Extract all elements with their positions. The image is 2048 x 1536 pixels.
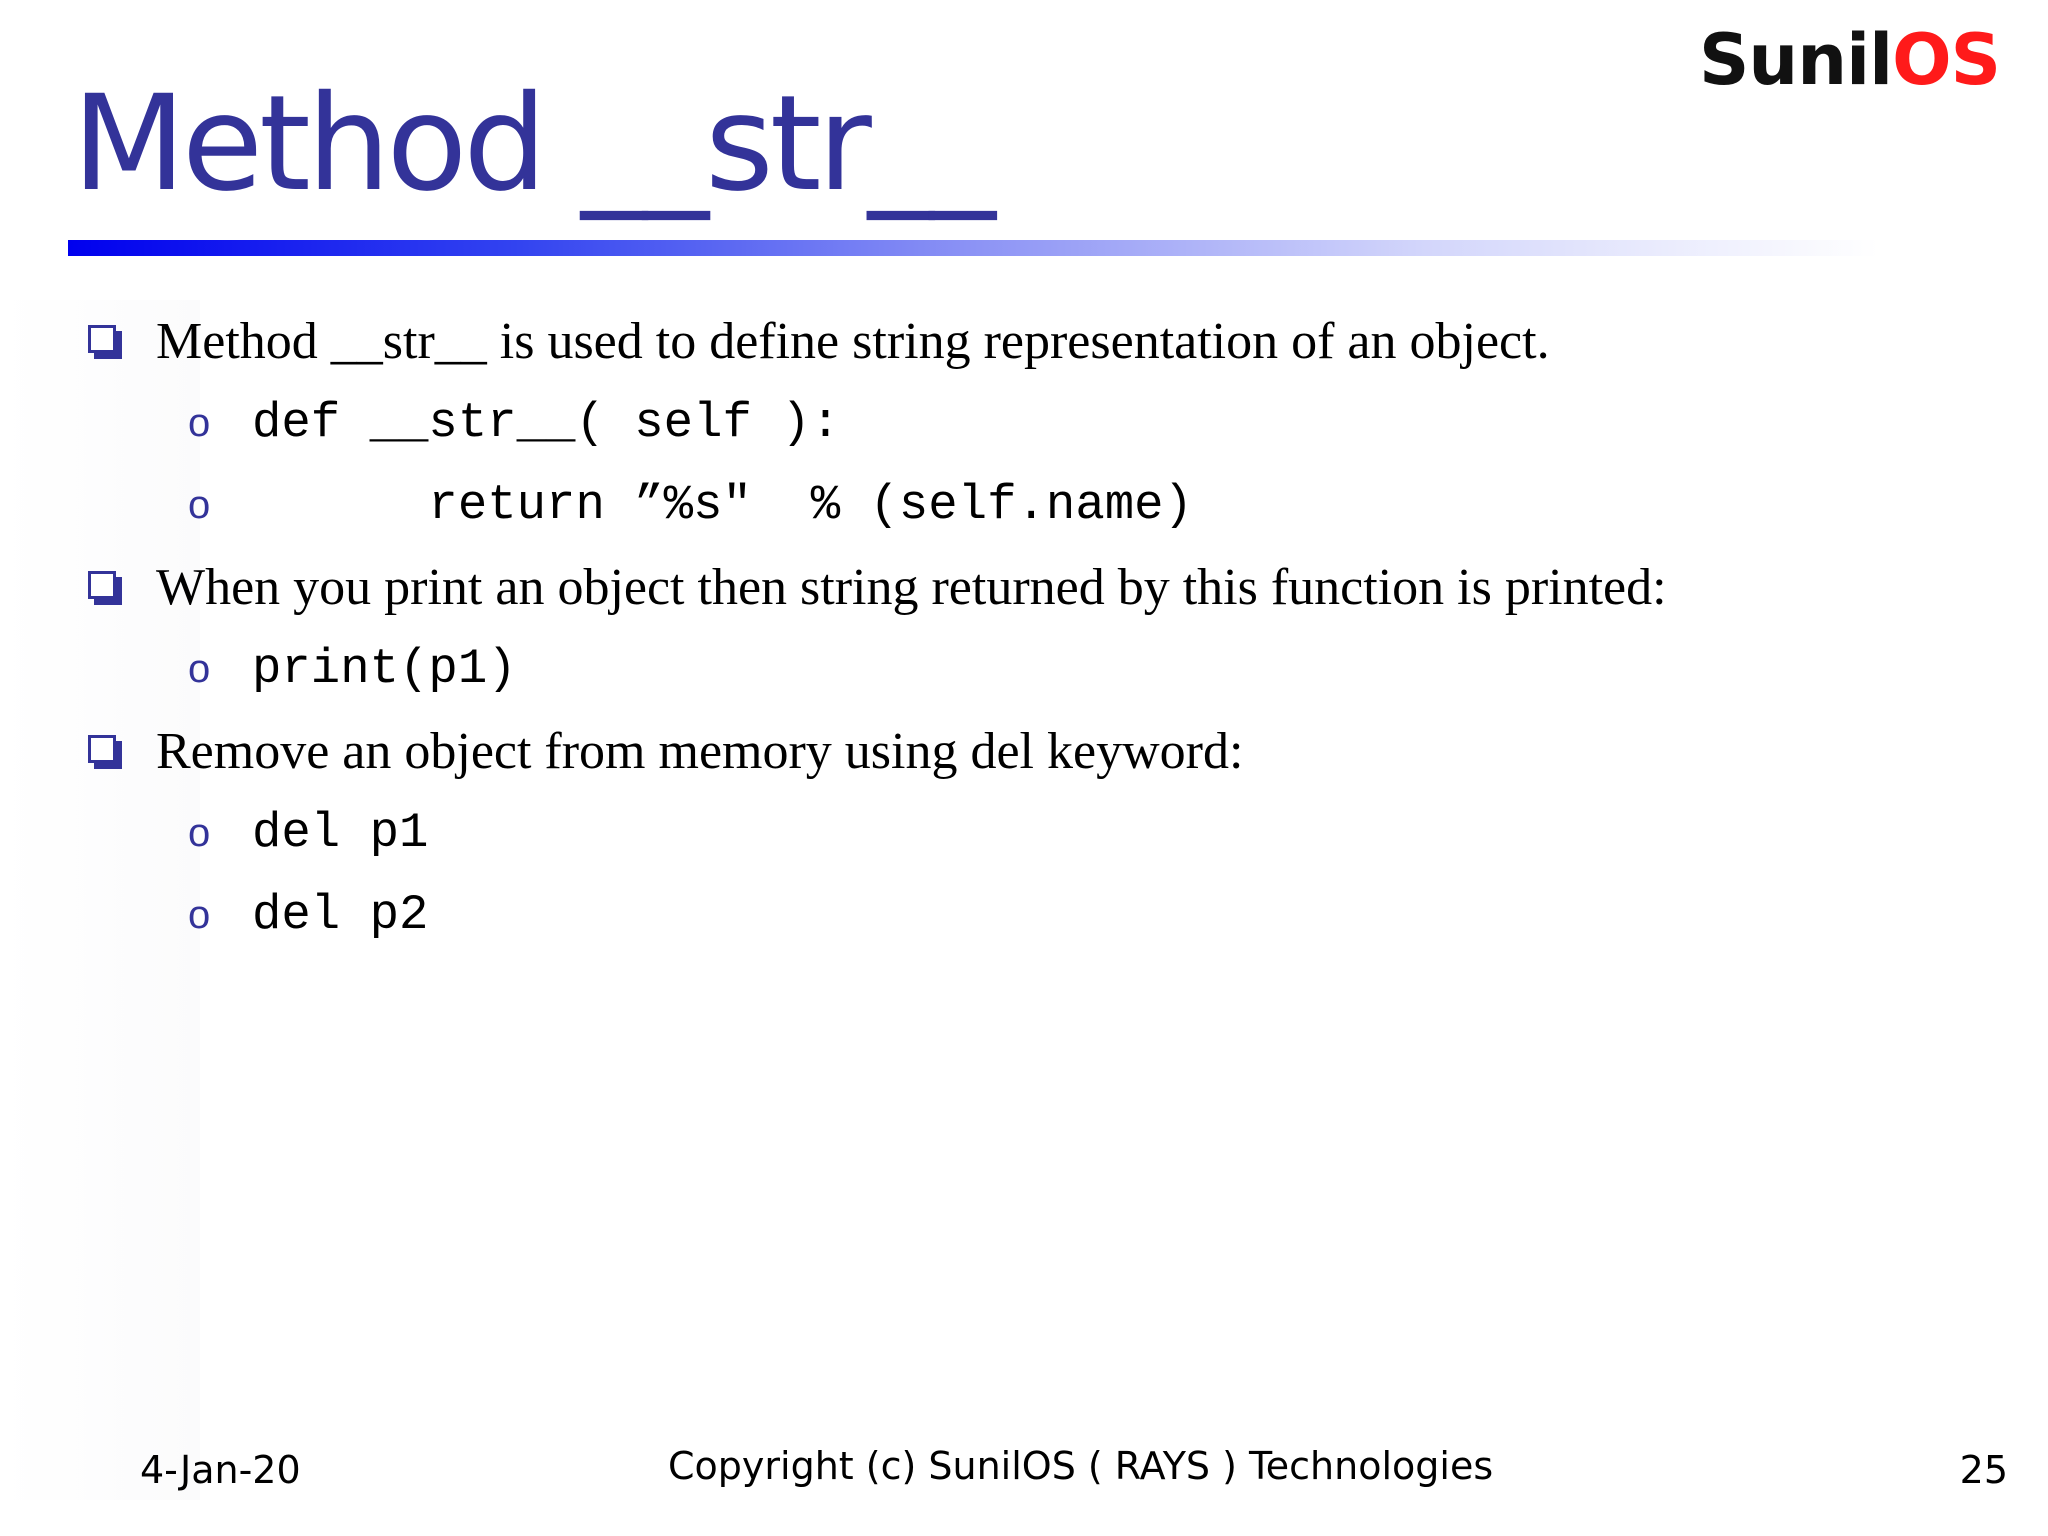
code-line: del p2 [252, 887, 429, 943]
sub-bullet-item [88, 874, 1988, 956]
bullet-item [88, 710, 1988, 792]
sub-bullet-item [88, 792, 1988, 874]
footer-date: 4-Jan-20 [140, 1448, 301, 1492]
circle-bullet-icon: o [188, 810, 211, 855]
circle-bullet-icon: o [188, 892, 211, 937]
sub-bullet-item [88, 628, 1988, 710]
circle-bullet-icon: o [188, 646, 211, 691]
code-line: return ”%s" % (self.name) [252, 477, 1193, 533]
code-line: del p1 [252, 805, 429, 861]
page-number: 25 [1959, 1448, 2008, 1492]
slide-title: Method __str__ [72, 67, 992, 221]
circle-bullet-icon: o [188, 482, 211, 527]
sunilos-logo [1699, 19, 2000, 101]
footer-copyright: Copyright (c) SunilOS ( RAYS ) Technologies [668, 1444, 1494, 1488]
square-bullet-icon [88, 735, 120, 767]
bullet-text: When you print an object then string returned by this function is printed: [156, 558, 1667, 616]
sub-bullet-item [88, 464, 1988, 546]
square-bullet-icon [88, 571, 120, 603]
sub-bullet-item [88, 382, 1988, 464]
code-line: def __str__( self ): [252, 395, 841, 451]
circle-bullet-icon: o [188, 400, 211, 445]
logo-text-sunil: Sunil [1699, 19, 1893, 101]
bullet-text: Remove an object from memory using del keyword: [156, 722, 1244, 780]
bullet-item [88, 546, 1988, 628]
logo-text-os: OS [1892, 19, 2000, 101]
square-bullet-icon [88, 325, 120, 357]
title-underline-bar [68, 240, 1878, 256]
bullet-item [88, 300, 1988, 382]
slide-body [88, 300, 1988, 956]
code-line: print(p1) [252, 641, 517, 697]
bullet-text: Method __str__ is used to define string representation of an object. [156, 312, 1550, 370]
